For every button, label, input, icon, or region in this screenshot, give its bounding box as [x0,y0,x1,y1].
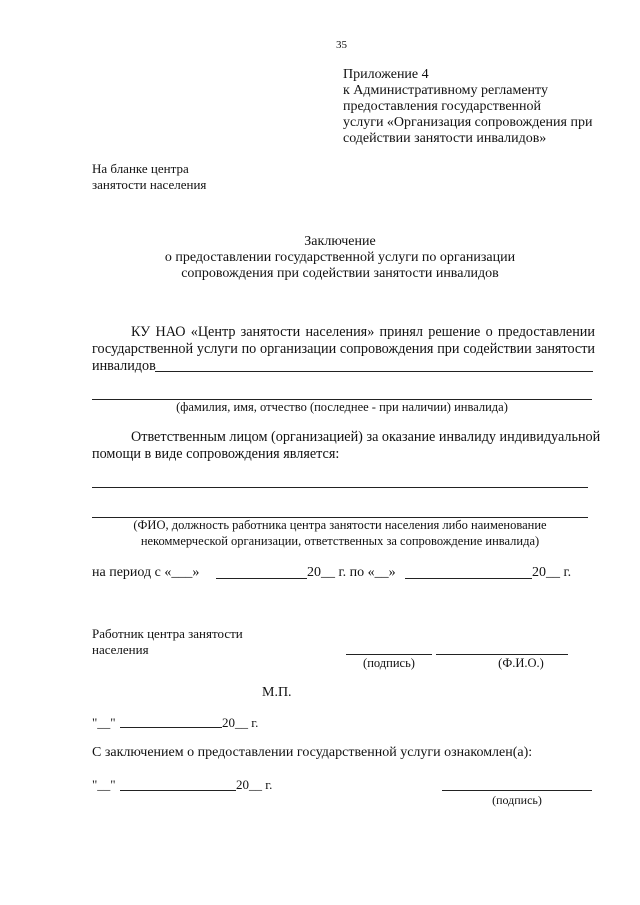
appendix-line-5: содействии занятости инвалидов» [343,131,547,146]
worker-fio-field[interactable] [436,654,568,655]
decision-line-1: КУ НАО «Центр занятости населения» принял решение о предоставлении [131,324,595,340]
acquainted-text: С заключением о предоставлении государственной услуги ознакомлен(а): [92,745,533,760]
appendix-line-3: предоставления государственной [343,99,542,114]
letterhead-line-2: занятости населения [92,177,207,192]
invalid-name-field-line-1[interactable] [155,371,593,372]
name-caption: (фамилия, имя, отчество (последнее - при наличии) инвалида) [176,400,508,414]
period-to-month-field[interactable] [405,578,532,579]
period-from-text: на период с «___» [92,565,200,580]
responsible-caption-line-2: некоммерческой организации, ответственных за сопровождение инвалида) [140,534,540,548]
responsible-line-1: Ответственным лицом (организацией) за оказание инвалиду индивидуальной [131,429,601,445]
date1-month-field[interactable] [120,727,222,728]
worker-signature-field[interactable] [346,654,432,655]
final-signature-caption: (подпись) [492,793,542,807]
title-line-3: сопровождения при содействии занятости инвалидов [181,266,499,281]
responsible-field-line-1[interactable] [92,487,588,488]
worker-signature-caption: (подпись) [363,656,415,670]
responsible-line-2: помощи в виде сопровождения является: [92,446,340,462]
decision-line-2: государственной услуги по организации сопровождения при содействии занятости [92,341,595,357]
appendix-line-4: услуги «Организация сопровождения при [343,115,593,130]
date2-year: 20__ г. [236,777,273,792]
appendix-line-2: к Административному регламенту [343,83,548,98]
date2-month-field[interactable] [120,790,236,791]
page-number: 35 [336,39,347,51]
worker-fio-caption: (Ф.И.О.) [498,656,544,670]
period-end-text: 20__ г. [532,565,572,580]
date1-year: 20__ г. [222,715,259,730]
date2-day: "__" [92,777,116,792]
letterhead-line-1: На бланке центра [92,161,189,176]
stamp-label: М.П. [262,685,292,700]
worker-line-2: населения [92,642,149,657]
appendix-line-1: Приложение 4 [343,67,429,82]
worker-line-1: Работник центра занятости [92,626,243,641]
date1-day: "__" [92,715,116,730]
period-from-month-field[interactable] [216,578,307,579]
responsible-caption-line-1: (ФИО, должность работника центра занятости населения либо наименование [133,518,547,532]
decision-line-3: инвалидов [92,358,156,374]
final-signature-field[interactable] [442,790,592,791]
title-line-1: Заключение [304,234,376,249]
title-line-2: о предоставлении государственной услуги по организации [164,250,516,265]
period-to-text: 20__ г. по «__» [307,565,396,580]
